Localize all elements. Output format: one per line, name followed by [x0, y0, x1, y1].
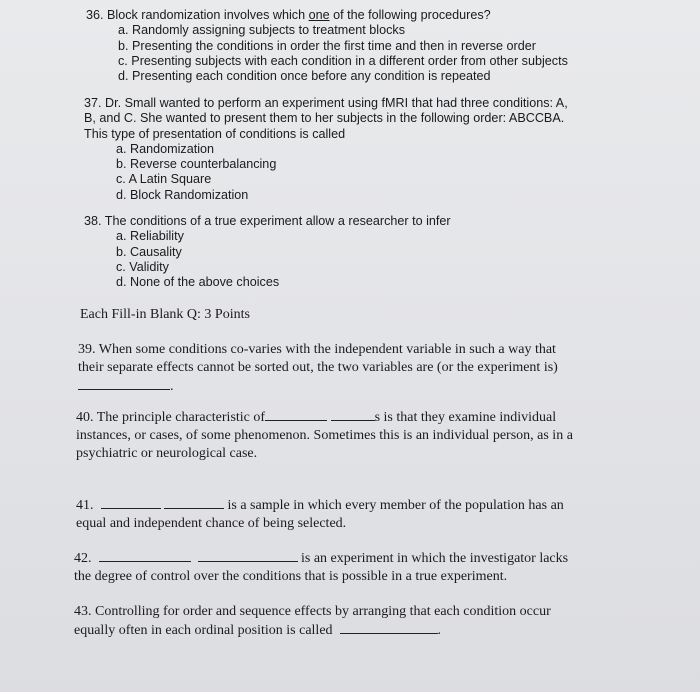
question-43 — [74, 603, 551, 640]
question-42-line-1: 42. is an experiment in which the investigator lacks — [74, 551, 569, 566]
question-38 — [84, 214, 451, 290]
question-39-line-1: 39. When some conditions co-varies with the independent variable in such a way that — [78, 342, 556, 357]
option-36d: d. Presenting each condition once before any condition is repeated — [118, 69, 491, 84]
question-40-line-3: psychiatric or neurological case. — [76, 446, 258, 461]
question-38-stem: 38. The conditions of a true experiment allow a researcher to infer — [84, 214, 451, 228]
question-37 — [84, 96, 568, 203]
option-37d: d. Block Randomization — [116, 187, 249, 202]
answer-blank-39[interactable] — [78, 377, 170, 390]
question-42 — [74, 549, 568, 586]
question-40 — [76, 408, 573, 463]
answer-blank-40b[interactable] — [331, 408, 375, 421]
option-38a: a. Reliability — [116, 229, 184, 244]
option-36c: c. Presenting subjects with each condition in a different order from other subjects — [118, 53, 568, 68]
option-38c: c. Validity — [116, 259, 169, 274]
section-header: Each Fill-in Blank Q: 3 Points — [80, 307, 250, 322]
answer-blank-42a[interactable] — [99, 549, 191, 562]
option-36b: b. Presenting the conditions in order the first time and then in reverse order — [118, 38, 536, 53]
question-39-line-2: their separate effects cannot be sorted out, the two variables are (or the experiment is) — [78, 360, 558, 375]
question-36-stem: 36. Block randomization involves which one of the following procedures? — [86, 8, 491, 22]
question-36 — [86, 8, 568, 84]
option-37c: c. A Latin Square — [116, 172, 212, 187]
emphasis-one: one — [308, 8, 330, 22]
answer-blank-43[interactable] — [340, 621, 438, 634]
question-41 — [76, 496, 564, 533]
question-43-line-1: 43. Controlling for order and sequence effects by arranging that each condition occur — [74, 604, 551, 619]
question-37-stem-line-1: 37. Dr. Small wanted to perform an experiment using fMRI that had three conditions: A, — [84, 96, 568, 110]
option-36a: a. Randomly assigning subjects to treatment blocks — [118, 23, 405, 38]
option-38d: d. None of the above choices — [116, 275, 280, 290]
question-41-line-1: 41. is a sample in which every member of the population has an — [76, 498, 564, 513]
question-37-stem-line-3: This type of presentation of conditions is called — [84, 126, 346, 141]
question-40-line-2: instances, or cases, of some phenomenon. Sometimes this is an individual person, as in a — [76, 428, 573, 443]
answer-blank-41b[interactable] — [164, 496, 224, 509]
question-37-stem-line-2: B, and C. She wanted to present them to her subjects in the following order: ABCCBA. — [84, 111, 565, 126]
question-39-answer-line: . — [78, 377, 558, 396]
question-39 — [78, 341, 558, 396]
option-37b: b. Reverse counterbalancing — [116, 157, 277, 172]
question-40-line-1: 40. The principle characteristic of s is that they examine individual — [76, 410, 557, 425]
question-42-line-2: the degree of control over the conditions that is possible in a true experiment. — [74, 569, 508, 584]
option-38b: b. Causality — [116, 244, 182, 259]
question-41-line-2: equal and independent chance of being selected. — [76, 516, 347, 531]
answer-blank-41a[interactable] — [101, 496, 161, 509]
answer-blank-42b[interactable] — [198, 549, 298, 562]
question-43-line-2: equally often in each ordinal position is called . — [74, 623, 442, 638]
answer-blank-40a[interactable] — [265, 408, 327, 421]
option-37a: a. Randomization — [116, 141, 215, 156]
